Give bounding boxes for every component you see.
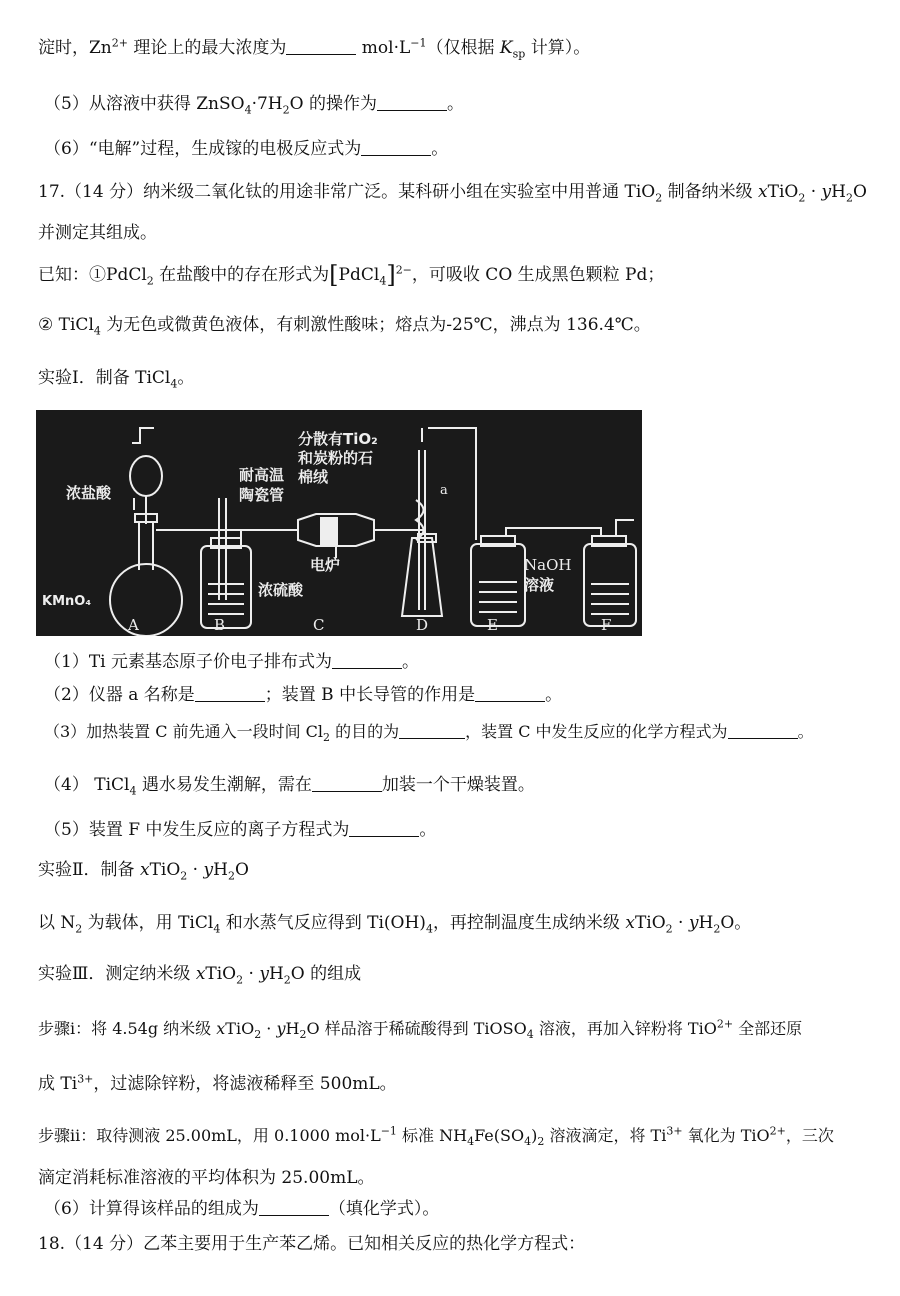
- var-x: x: [216, 1019, 226, 1038]
- subscript: 4: [244, 103, 252, 117]
- question-3: [44, 720, 814, 744]
- var-x: x: [758, 182, 768, 202]
- formula: TiO: [205, 964, 237, 984]
- subscript: 2: [236, 973, 244, 987]
- formula: TiO: [634, 913, 666, 933]
- question-number: 18.: [38, 1234, 66, 1254]
- text: O 的操作为: [289, 94, 377, 114]
- question-2: [44, 683, 562, 707]
- text: 全部还原: [733, 1019, 803, 1038]
- conical-flask-icon: [402, 538, 442, 616]
- formula: H: [698, 913, 714, 933]
- subscript: 2: [254, 1028, 262, 1042]
- dot: ·: [187, 860, 204, 880]
- label-top-2: 和炭粉的石: [298, 449, 374, 467]
- text: ；装置 B 中长导管的作用是: [264, 685, 476, 705]
- formula: ·7H: [251, 94, 283, 114]
- liquid-e: [479, 582, 517, 612]
- text: （3）加热装置 C 前先通入一段时间 Cl: [44, 722, 324, 741]
- var-y: y: [276, 1019, 286, 1038]
- formula: TiCl: [58, 315, 94, 335]
- separatory-funnel-stem: [132, 428, 154, 443]
- label-kmno4: KMnO₄: [42, 594, 92, 609]
- subscript: 2: [537, 1135, 545, 1149]
- formula: H: [268, 964, 284, 984]
- liquid-f: [591, 584, 629, 614]
- known-1: [38, 263, 664, 287]
- subscript: 4: [170, 377, 178, 391]
- subscript: 2: [146, 274, 154, 288]
- formula: PdCl: [106, 265, 147, 285]
- text: 标准 NH: [396, 1126, 468, 1145]
- formula: TiO: [767, 182, 799, 202]
- experiment-2-desc: [38, 911, 751, 935]
- subscript: 4: [524, 1135, 532, 1149]
- text: ②: [38, 315, 59, 335]
- asbestos-wool: [321, 518, 337, 544]
- round-flask-icon: [110, 564, 182, 636]
- label-tube-1: 耐高温: [239, 466, 285, 484]
- text: 的目的为: [330, 722, 400, 741]
- formula: H: [213, 860, 228, 880]
- step-1b: [38, 1072, 397, 1096]
- label-naoh-2: 溶液: [524, 576, 555, 594]
- superscript: 2+: [769, 1124, 786, 1138]
- formula: O: [720, 913, 735, 933]
- var-y: y: [203, 860, 214, 880]
- ksp-symbol: K: [499, 38, 513, 58]
- line-zn-concentration: [38, 36, 590, 60]
- letter-e: E: [487, 616, 498, 634]
- text: （1）Ti 元素基态原子价电子排布式为: [44, 652, 332, 672]
- subscript: 4: [93, 324, 101, 338]
- answer-blank[interactable]: [377, 94, 447, 111]
- var-x: x: [139, 860, 150, 880]
- text: ，可吸收 CO 生成黑色颗粒 Pd；: [411, 265, 665, 285]
- known-2: [38, 313, 651, 337]
- text: 溶液，再加入锌粉将 TiO: [533, 1019, 717, 1038]
- formula: O: [290, 964, 305, 984]
- answer-blank[interactable]: [332, 652, 402, 669]
- formula: O: [306, 1019, 320, 1038]
- formula: TiO: [149, 860, 181, 880]
- var-y: y: [259, 964, 269, 984]
- text: 在盐酸中的存在形式为: [153, 265, 330, 285]
- text: 。: [734, 913, 752, 933]
- tube-f-exit: [616, 520, 634, 536]
- superscript: 3+: [77, 1072, 94, 1086]
- text: 的组成: [304, 964, 362, 984]
- label-h2so4: 浓硫酸: [258, 581, 304, 599]
- superscript: 2+: [716, 1017, 734, 1031]
- superscript: −1: [410, 36, 427, 50]
- text: （6）“电解”过程，生成镓的电极反应式为: [44, 139, 362, 159]
- formula: O: [852, 182, 867, 202]
- text: 。: [431, 139, 449, 159]
- subscript: 2: [713, 922, 721, 936]
- text: 滴定消耗标准溶液的平均体积为 25.00mL。: [38, 1168, 375, 1188]
- letter-a: A: [128, 616, 139, 634]
- superscript: 3+: [666, 1124, 683, 1138]
- text: ，再控制温度生成纳米级: [432, 913, 626, 933]
- subscript: 4: [379, 274, 387, 288]
- text: 为载体，用 TiCl: [82, 913, 214, 933]
- formula: O: [234, 860, 249, 880]
- text: 以 N: [38, 913, 76, 933]
- tube-b-c: [241, 530, 298, 538]
- label-naoh-1: NaOH: [524, 556, 572, 574]
- question-5a: [44, 92, 464, 116]
- dot: ·: [243, 964, 260, 984]
- text: （仅根据: [426, 38, 500, 58]
- letter-c: C: [313, 616, 325, 634]
- unit: mol·L: [356, 38, 411, 58]
- dot: ·: [805, 182, 822, 202]
- subscript: 2: [798, 191, 806, 205]
- letter-b: B: [214, 616, 226, 634]
- experiment-2-title: [38, 858, 249, 882]
- formula: Zn: [89, 38, 112, 58]
- subscript: 4: [467, 1135, 475, 1149]
- label-top-1: 分散有TiO₂: [298, 430, 378, 448]
- text: （14 分）纳米级二氧化钛的用途非常广泛。某科研小组在实验室中用普通 TiO: [65, 182, 656, 202]
- formula: TiCl: [135, 368, 171, 388]
- formula: PdCl: [338, 265, 380, 285]
- question-6b: [44, 1197, 439, 1221]
- bracket-close: ]: [386, 261, 396, 289]
- label-a-small: a: [440, 483, 448, 498]
- subscript: 2: [283, 973, 291, 987]
- var-y: y: [688, 913, 699, 933]
- text: （14 分）乙苯主要用于生产苯乙烯。已知相关反应的热化学方程式：: [65, 1234, 586, 1254]
- formula: H: [285, 1019, 300, 1038]
- text: 已知：①: [38, 265, 106, 285]
- step-2b: [38, 1166, 374, 1190]
- text: 计算）。: [525, 38, 591, 58]
- answer-blank[interactable]: [259, 1199, 329, 1216]
- formula: TiCl: [94, 775, 130, 795]
- experiment-1-title: [38, 366, 194, 390]
- bracket-open: [: [329, 261, 339, 289]
- text: 实验Ⅱ．制备: [38, 860, 140, 880]
- subscript: 4: [425, 922, 433, 936]
- var-y: y: [821, 182, 832, 202]
- text: （6）计算得该样品的组成为: [44, 1199, 259, 1219]
- subscript: 2: [75, 922, 83, 936]
- text: 并测定其组成。: [38, 223, 157, 243]
- superscript: 2+: [111, 36, 128, 50]
- text: （5）装置 F 中发生反应的离子方程式为: [44, 820, 350, 840]
- question-4: [44, 773, 535, 797]
- label-tube-2: 陶瓷管: [239, 486, 285, 504]
- text: （4）: [44, 775, 95, 795]
- answer-blank[interactable]: [349, 820, 419, 837]
- answer-blank[interactable]: [312, 775, 382, 792]
- apparatus-diagram: [36, 410, 642, 636]
- letter-f: F: [601, 616, 612, 634]
- text: 氧化为 TiO: [682, 1126, 770, 1145]
- text: 加装一个干燥装置。: [381, 775, 535, 795]
- formula: TiO: [225, 1019, 255, 1038]
- formula: Fe: [474, 1126, 494, 1145]
- text: （2）仪器 a 名称是: [44, 685, 195, 705]
- question-1: [44, 650, 419, 674]
- dot: ·: [261, 1019, 277, 1038]
- subscript: 4: [213, 922, 221, 936]
- subscript: 2: [299, 1028, 307, 1042]
- letter-d: D: [416, 616, 429, 634]
- text: 。: [419, 820, 437, 840]
- text: 样品溶于稀硫酸得到 TiOSO: [319, 1019, 527, 1038]
- subscript: 2: [180, 869, 188, 883]
- text: 理论上的最大浓度为: [127, 38, 287, 58]
- text: 和水蒸气反应得到 Ti: [220, 913, 384, 933]
- text: 淀时，: [38, 38, 89, 58]
- question-17-continued: [38, 221, 157, 245]
- text: ，过滤除锌粉，将滤液稀释至 500mL。: [93, 1074, 397, 1094]
- subscript: sp: [512, 47, 526, 61]
- label-top-3: 棉绒: [298, 468, 329, 486]
- answer-blank[interactable]: [361, 139, 431, 156]
- step-2a: [38, 1124, 834, 1148]
- answer-blank[interactable]: [286, 38, 356, 55]
- text: 制备纳米级: [662, 182, 759, 202]
- tube-e-f: [506, 528, 601, 536]
- text: 。: [446, 94, 464, 114]
- text: ，三次: [785, 1126, 834, 1145]
- subscript: 2: [227, 869, 235, 883]
- step-1a: [38, 1017, 802, 1041]
- subscript: 4: [129, 784, 137, 798]
- var-x: x: [625, 913, 635, 933]
- subscript: 2: [845, 191, 853, 205]
- text: （5）从溶液中获得: [44, 94, 197, 114]
- text: 遇水易发生潮解，需在: [136, 775, 312, 795]
- experiment-3-title: [38, 962, 361, 986]
- text: 步骤ⅰ：将 4.54g 纳米级: [38, 1019, 217, 1038]
- flask-neck: [139, 522, 153, 570]
- text: 。: [402, 652, 419, 672]
- tube-d-e: [422, 428, 476, 540]
- label-furnace: 电炉: [310, 556, 341, 574]
- formula: (OH): [383, 913, 426, 933]
- formula: ): [531, 1126, 538, 1145]
- formula: (SO: [493, 1126, 525, 1145]
- question-number: 17.: [38, 182, 66, 202]
- question-6a: [44, 137, 448, 161]
- text: 溶液滴定，将 Ti: [544, 1126, 667, 1145]
- superscript: −1: [380, 1124, 397, 1138]
- subscript: 2: [282, 103, 290, 117]
- subscript: 4: [526, 1028, 534, 1042]
- apparatus-svg: [36, 410, 642, 636]
- text: 为无色或微黄色液体，有刺激性酸味；熔点为-25℃，沸点为 136.4℃。: [100, 315, 651, 335]
- bottle-e-icon: [471, 544, 525, 626]
- formula: H: [831, 182, 846, 202]
- text: 。: [545, 685, 563, 705]
- label-hcl: 浓盐酸: [66, 484, 112, 502]
- text: 。: [797, 722, 814, 741]
- subscript: 2: [655, 191, 663, 205]
- text: 步骤ⅱ：取待测液 25.00mL，用 0.1000 mol·L: [38, 1126, 381, 1145]
- question-18-header: [38, 1232, 585, 1256]
- answer-blank[interactable]: [475, 685, 545, 702]
- superscript: 2−: [395, 263, 412, 277]
- text: 实验Ⅰ．制备: [38, 368, 136, 388]
- question-5b: [44, 818, 436, 842]
- answer-blank[interactable]: [195, 685, 265, 702]
- answer-blank[interactable]: [399, 722, 465, 739]
- text: 。: [177, 368, 195, 388]
- text: 成 Ti: [38, 1074, 78, 1094]
- formula: ZnSO: [196, 94, 245, 114]
- text: （填化学式）。: [328, 1199, 440, 1219]
- text: 实验Ⅲ．测定纳米级: [38, 964, 196, 984]
- var-x: x: [195, 964, 206, 984]
- text: ，装置 C 中发生反应的化学方程式为: [465, 722, 728, 741]
- separatory-funnel-icon: [130, 456, 162, 496]
- subscript: 2: [665, 922, 673, 936]
- answer-blank[interactable]: [728, 722, 798, 739]
- question-17-header: [38, 180, 867, 204]
- dot: ·: [672, 913, 689, 933]
- subscript: 2: [323, 731, 331, 745]
